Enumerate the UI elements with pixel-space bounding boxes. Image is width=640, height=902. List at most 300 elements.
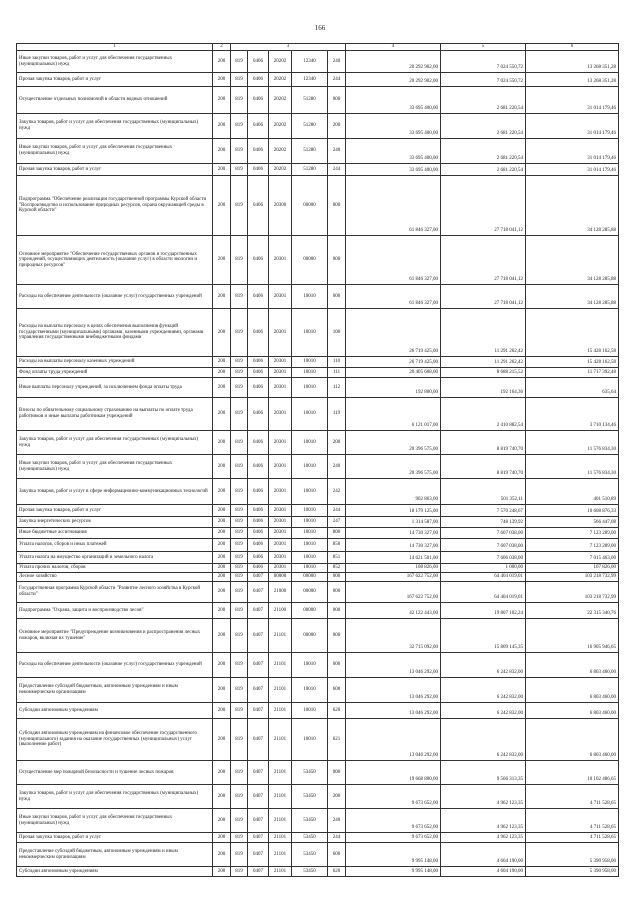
code-cell: 10010 <box>292 309 328 357</box>
value-col4: 14 730 327,00 <box>346 528 441 539</box>
code-cell: 10010 <box>292 505 328 517</box>
code-cell: 0407 <box>248 678 269 703</box>
table-row <box>17 564 619 573</box>
code-cell: 0406 <box>248 114 269 139</box>
code-cell: 819 <box>231 479 248 505</box>
row-description: Прочая закупка товаров, работ и услуг <box>17 833 213 843</box>
value-col6: 16 905 946,65 <box>526 619 619 653</box>
code-cell: 0406 <box>248 564 269 573</box>
table-row <box>17 176 619 236</box>
code-cell: 111 <box>328 368 346 378</box>
row-description: Закупка товаров, работ и услуг для обеспечения государственных (муниципальных) нужд <box>17 785 213 809</box>
value-col4: 13 046 292,00 <box>346 653 441 678</box>
table-row <box>17 357 619 368</box>
table-row <box>17 785 619 809</box>
table-row <box>17 73 619 87</box>
code-cell: 20300 <box>269 176 292 236</box>
code-cell: 819 <box>231 164 248 176</box>
code-cell: 20301 <box>269 505 292 517</box>
code-cell: 600 <box>328 678 346 703</box>
header-cell: 2 <box>213 44 231 51</box>
table-row <box>17 114 619 139</box>
value-col5: 4 604 190,00 <box>441 867 526 877</box>
code-cell: 0406 <box>248 51 269 73</box>
code-cell: 200 <box>213 73 231 87</box>
value-col5: 19 807 102,24 <box>441 603 526 619</box>
code-cell: 819 <box>231 398 248 431</box>
header-cell: 4 <box>346 44 441 51</box>
code-cell: 819 <box>231 785 248 809</box>
code-cell: 10010 <box>292 398 328 431</box>
code-cell: 819 <box>231 719 248 761</box>
row-description: Уплата налога на имущество организаций и земельного налога <box>17 552 213 564</box>
table-row <box>17 653 619 678</box>
value-col4: 20 396 575,00 <box>346 455 441 479</box>
value-col6: 4 711 528,65 <box>526 785 619 809</box>
code-cell: 620 <box>328 867 346 877</box>
code-cell: 240 <box>328 455 346 479</box>
value-col5: 6 242 832,00 <box>441 703 526 719</box>
code-cell: 12340 <box>292 73 328 87</box>
code-cell: 0407 <box>248 809 269 833</box>
code-cell: 10010 <box>292 552 328 564</box>
row-description: Субсидии автономным учреждениям на финансовое обеспечение государственного (муниципального) задания на оказание государственных (муниципальных) услуг (выполнение работ) <box>17 719 213 761</box>
value-col5: 2 681 220,54 <box>441 164 526 176</box>
code-cell: 000 <box>328 87 346 114</box>
code-cell: 0406 <box>248 309 269 357</box>
code-cell: 000 <box>328 285 346 309</box>
code-cell: 0406 <box>248 236 269 285</box>
code-cell: 819 <box>231 678 248 703</box>
code-cell: 200 <box>328 114 346 139</box>
code-cell: 21101 <box>269 843 292 867</box>
value-col6: 3 710 134,46 <box>526 398 619 431</box>
table-row <box>17 398 619 431</box>
code-cell: 0406 <box>248 139 269 164</box>
code-cell: 20301 <box>269 564 292 573</box>
code-cell: 0406 <box>248 378 269 398</box>
code-cell: 21101 <box>269 867 292 877</box>
code-cell: 0407 <box>248 785 269 809</box>
value-col6: 5 390 958,00 <box>526 867 619 877</box>
value-col6: 4 711 528,65 <box>526 809 619 833</box>
row-description: Осуществление мер пожарной безопасности и тушение лесных пожаров <box>17 761 213 785</box>
code-cell: 851 <box>328 552 346 564</box>
code-cell: 53450 <box>292 809 328 833</box>
code-cell: 819 <box>231 528 248 539</box>
code-cell: 819 <box>231 285 248 309</box>
code-cell: 0406 <box>248 357 269 368</box>
code-cell: 20202 <box>269 87 292 114</box>
code-cell: 10010 <box>292 719 328 761</box>
row-description: Закупка энергетических ресурсов <box>17 517 213 528</box>
row-description: Прочая закупка товаров, работ и услуг <box>17 164 213 176</box>
code-cell: 21101 <box>269 833 292 843</box>
value-col5: 501 352,11 <box>441 479 526 505</box>
code-cell: 00000 <box>292 603 328 619</box>
code-cell: 0406 <box>248 431 269 455</box>
code-cell: 819 <box>231 87 248 114</box>
code-cell: 200 <box>213 603 231 619</box>
value-col6: 10 102 486,65 <box>526 761 619 785</box>
value-col5: 11 291 262,42 <box>441 357 526 368</box>
table-row <box>17 539 619 552</box>
table-row <box>17 678 619 703</box>
code-cell: 200 <box>213 114 231 139</box>
value-col4: 19 668 800,00 <box>346 761 441 785</box>
value-col5: 7 607 038,00 <box>441 528 526 539</box>
code-cell: 20301 <box>269 236 292 285</box>
code-cell: 200 <box>213 653 231 678</box>
code-cell: 21101 <box>269 678 292 703</box>
code-cell: 00000 <box>292 619 328 653</box>
code-cell: 53450 <box>292 761 328 785</box>
value-col5: 748 139,92 <box>441 517 526 528</box>
value-col6: 11 717 392,48 <box>526 368 619 378</box>
code-cell: 10010 <box>292 517 328 528</box>
value-col5: 11 291 262,42 <box>441 309 526 357</box>
value-col6: 7 123 289,00 <box>526 528 619 539</box>
code-cell: 819 <box>231 552 248 564</box>
code-cell: 53450 <box>292 867 328 877</box>
code-cell: 819 <box>231 431 248 455</box>
value-col6: 13 268 351,28 <box>526 73 619 87</box>
value-col6: 34 128 285,88 <box>526 236 619 285</box>
code-cell: 10010 <box>292 357 328 368</box>
value-col6: 5 390 958,00 <box>526 843 619 867</box>
table-row <box>17 505 619 517</box>
code-cell: 200 <box>213 833 231 843</box>
value-col6: 31 014 179,46 <box>526 114 619 139</box>
code-cell: 110 <box>328 357 346 368</box>
value-col6: 22 315 340,76 <box>526 603 619 619</box>
code-cell: 819 <box>231 619 248 653</box>
code-cell: 244 <box>328 73 346 87</box>
row-description: Предоставление субсидий бюджетным, автономным учреждениям и иным некоммерческим организациям <box>17 843 213 867</box>
value-col4: 14 730 327,00 <box>346 539 441 552</box>
code-cell: 200 <box>213 843 231 867</box>
code-cell: 000 <box>328 176 346 236</box>
value-col6: 15 428 162,58 <box>526 309 619 357</box>
code-cell: 0407 <box>248 867 269 877</box>
value-col6: 11 576 834,30 <box>526 431 619 455</box>
row-description: Субсидии автономным учреждениям <box>17 703 213 719</box>
value-col4: 167 622 752,00 <box>346 573 441 582</box>
code-cell: 200 <box>213 573 231 582</box>
value-col4: 13 046 292,00 <box>346 703 441 719</box>
table-row <box>17 455 619 479</box>
row-description: Закупка товаров, работ и услуг для обеспечения государственных (муниципальных) нужд <box>17 431 213 455</box>
code-cell: 21101 <box>269 761 292 785</box>
code-cell: 0406 <box>248 285 269 309</box>
code-cell: 200 <box>213 236 231 285</box>
row-description: Прочая закупка товаров, работ и услуг <box>17 73 213 87</box>
value-col4: 26 719 425,00 <box>346 357 441 368</box>
value-col4: 9 995 148,00 <box>346 867 441 877</box>
value-col4: 20 292 902,00 <box>346 73 441 87</box>
code-cell: 819 <box>231 357 248 368</box>
code-cell: 819 <box>231 517 248 528</box>
code-cell: 852 <box>328 564 346 573</box>
code-cell: 0407 <box>248 703 269 719</box>
code-cell: 819 <box>231 867 248 877</box>
code-cell: 00000 <box>292 176 328 236</box>
code-cell: 819 <box>231 455 248 479</box>
value-col6: 10 608 876,33 <box>526 505 619 517</box>
code-cell: 819 <box>231 51 248 73</box>
code-cell: 200 <box>213 398 231 431</box>
table-row <box>17 603 619 619</box>
value-col6: 11 576 834,30 <box>526 455 619 479</box>
value-col4: 32 715 092,00 <box>346 619 441 653</box>
code-cell: 200 <box>213 455 231 479</box>
value-col6: 6 803 460,00 <box>526 678 619 703</box>
value-col4: 42 122 443,00 <box>346 603 441 619</box>
header-row <box>17 44 619 51</box>
value-col6: 4 711 528,65 <box>526 833 619 843</box>
code-cell: 000 <box>328 603 346 619</box>
code-cell: 20301 <box>269 539 292 552</box>
code-cell: 200 <box>213 357 231 368</box>
value-col4: 33 695 400,00 <box>346 164 441 176</box>
code-cell: 20301 <box>269 378 292 398</box>
code-cell: 10010 <box>292 285 328 309</box>
value-col5: 27 718 041,12 <box>441 176 526 236</box>
code-cell: 200 <box>213 761 231 785</box>
code-cell: 21101 <box>269 619 292 653</box>
code-cell: 819 <box>231 368 248 378</box>
code-cell: 200 <box>328 785 346 809</box>
row-description: Иные закупки товаров, работ и услуг для обеспечения государственных (муниципальных) нужд <box>17 139 213 164</box>
value-col5: 8 819 740,70 <box>441 431 526 455</box>
code-cell: 247 <box>328 517 346 528</box>
value-col5: 64 404 019,01 <box>441 573 526 582</box>
value-col4: 13 046 292,00 <box>346 678 441 703</box>
value-col5: 6 242 832,00 <box>441 719 526 761</box>
value-col6: 31 014 179,46 <box>526 164 619 176</box>
code-cell: 819 <box>231 114 248 139</box>
code-cell: 20202 <box>269 139 292 164</box>
code-cell: 21101 <box>269 809 292 833</box>
value-col5: 6 242 832,00 <box>441 678 526 703</box>
code-cell: 0407 <box>248 719 269 761</box>
code-cell: 0406 <box>248 368 269 378</box>
value-col6: 6 803 460,00 <box>526 703 619 719</box>
code-cell: 200 <box>213 552 231 564</box>
value-col6: 31 014 179,46 <box>526 87 619 114</box>
value-col4: 33 695 400,00 <box>346 87 441 114</box>
value-col5: 15 809 145,35 <box>441 619 526 653</box>
code-cell: 200 <box>213 785 231 809</box>
value-col4: 61 846 327,00 <box>346 285 441 309</box>
code-cell: 819 <box>231 809 248 833</box>
code-cell: 200 <box>213 378 231 398</box>
row-description: Взносы по обязательному социальному страхованию на выплаты по оплате труда работников и иные выплаты работникам учреждений <box>17 398 213 431</box>
code-cell: 10010 <box>292 678 328 703</box>
code-cell: 0406 <box>248 552 269 564</box>
code-cell: 10010 <box>292 539 328 552</box>
code-cell: 244 <box>328 833 346 843</box>
code-cell: 200 <box>213 564 231 573</box>
code-cell: 200 <box>213 517 231 528</box>
code-cell: 20301 <box>269 552 292 564</box>
code-cell: 244 <box>328 505 346 517</box>
code-cell: 200 <box>213 539 231 552</box>
code-cell: 0406 <box>248 455 269 479</box>
row-description: Основное мероприятие "Обеспечение государственных органов и государственных учреждений, осуществляющих деятельность (оказание услуг) в области экологии и природных ресурсов" <box>17 236 213 285</box>
header-cell: 1 <box>17 44 213 51</box>
code-cell: 200 <box>213 582 231 603</box>
row-description: Прочая закупка товаров, работ и услуг <box>17 505 213 517</box>
value-col6: 31 014 179,46 <box>526 139 619 164</box>
row-description: Расходы на выплаты персоналу казенных учреждений <box>17 357 213 368</box>
code-cell: 10010 <box>292 368 328 378</box>
value-col5: 2 410 882,54 <box>441 398 526 431</box>
value-col5: 7 024 550,72 <box>441 51 526 73</box>
value-col6: 6 803 460,00 <box>526 653 619 678</box>
row-description: Закупка товаров, работ и услуг в сфере информационно-коммуникационных технологий <box>17 479 213 505</box>
value-col4: 9 673 652,00 <box>346 809 441 833</box>
code-cell: 621 <box>328 719 346 761</box>
row-description: Лесное хозяйство <box>17 573 213 582</box>
row-description: Расходы на обеспечение деятельности (оказание услуг) государственных учреждений <box>17 285 213 309</box>
code-cell: 620 <box>328 703 346 719</box>
code-cell: 0407 <box>248 582 269 603</box>
row-description: Осуществление отдельных полномочий в области водных отношений <box>17 87 213 114</box>
code-cell: 0406 <box>248 87 269 114</box>
value-col4: 13 046 292,00 <box>346 719 441 761</box>
value-col4: 33 695 400,00 <box>346 114 441 139</box>
code-cell: 0406 <box>248 505 269 517</box>
value-col6: 566 447,08 <box>526 517 619 528</box>
value-col5: 6 242 832,00 <box>441 653 526 678</box>
code-cell: 20301 <box>269 431 292 455</box>
code-cell: 20301 <box>269 368 292 378</box>
code-cell: 200 <box>213 528 231 539</box>
code-cell: 819 <box>231 833 248 843</box>
code-cell: 0407 <box>248 843 269 867</box>
code-cell: 200 <box>328 431 346 455</box>
value-col5: 4 962 123,35 <box>441 833 526 843</box>
page-number: 166 <box>314 24 326 32</box>
table-row <box>17 582 619 603</box>
row-description: Государственная программа Курской области "Развитие лесного хозяйства в Курской области" <box>17 582 213 603</box>
code-cell: 0407 <box>248 619 269 653</box>
code-cell: 0407 <box>248 573 269 582</box>
value-col4: 192 800,00 <box>346 378 441 398</box>
table-row <box>17 431 619 455</box>
code-cell: 0406 <box>248 73 269 87</box>
code-cell: 12340 <box>292 51 328 73</box>
code-cell: 100 <box>328 309 346 357</box>
value-col4: 1 314 587,00 <box>346 517 441 528</box>
code-cell: 0406 <box>248 528 269 539</box>
code-cell: 819 <box>231 139 248 164</box>
value-col6: 34 128 285,88 <box>526 176 619 236</box>
code-cell: 10010 <box>292 528 328 539</box>
value-col4: 20 396 575,00 <box>346 431 441 455</box>
code-cell: 200 <box>213 703 231 719</box>
value-col4: 902 863,00 <box>346 479 441 505</box>
value-col6: 7 123 289,00 <box>526 539 619 552</box>
code-cell: 20301 <box>269 528 292 539</box>
row-description: Расходы на обеспечение деятельности (оказание услуг) государственных учреждений <box>17 653 213 678</box>
code-cell: 200 <box>213 176 231 236</box>
code-cell: 000 <box>328 653 346 678</box>
code-cell: 0406 <box>248 164 269 176</box>
row-description: Субсидии автономным учреждениям <box>17 867 213 877</box>
code-cell: 000 <box>328 761 346 785</box>
value-col5: 192 164,36 <box>441 378 526 398</box>
table-row <box>17 479 619 505</box>
table-row <box>17 378 619 398</box>
table-row <box>17 619 619 653</box>
code-cell: 200 <box>213 431 231 455</box>
value-col5: 4 962 123,35 <box>441 809 526 833</box>
value-col5: 1 000,00 <box>441 564 526 573</box>
value-col6: 34 128 285,88 <box>526 285 619 309</box>
value-col5: 64 404 019,01 <box>441 582 526 603</box>
code-cell: 10010 <box>292 653 328 678</box>
code-cell: 200 <box>213 719 231 761</box>
code-cell: 819 <box>231 309 248 357</box>
value-col5: 4 604 190,00 <box>441 843 526 867</box>
table-row <box>17 164 619 176</box>
row-description: Предоставление субсидий бюджетным, автономным учреждениям и иным некоммерческим организациям <box>17 678 213 703</box>
table-row <box>17 285 619 309</box>
value-col5: 2 681 220,54 <box>441 87 526 114</box>
table-row <box>17 573 619 582</box>
row-description: Иные выплаты персоналу учреждений, за исключением фонда оплаты труда <box>17 378 213 398</box>
table-row <box>17 843 619 867</box>
code-cell: 53450 <box>292 785 328 809</box>
table-row <box>17 833 619 843</box>
code-cell: 240 <box>328 809 346 833</box>
value-col4: 9 995 148,00 <box>346 843 441 867</box>
row-description: Иные закупки товаров, работ и услуг для обеспечения государственных (муниципальных) нужд <box>17 809 213 833</box>
code-cell: 20202 <box>269 114 292 139</box>
row-description: Подпрограмма "Обеспечение реализации государственной программы Курской области "Воспроизводство и использование природных ресурсов, охрана окружающей среды в Курской области" <box>17 176 213 236</box>
code-cell: 200 <box>213 164 231 176</box>
table-row <box>17 552 619 564</box>
value-col4: 9 673 652,00 <box>346 785 441 809</box>
value-col4: 108 826,00 <box>346 564 441 573</box>
code-cell: 200 <box>213 285 231 309</box>
value-col6: 6 803 460,00 <box>526 719 619 761</box>
code-cell: 240 <box>328 139 346 164</box>
value-col5: 8 819 740,70 <box>441 455 526 479</box>
value-col6: 103 218 732,99 <box>526 573 619 582</box>
code-cell: 20202 <box>269 164 292 176</box>
code-cell: 200 <box>213 87 231 114</box>
code-cell: 20301 <box>269 309 292 357</box>
code-cell: 242 <box>328 479 346 505</box>
code-cell: 0407 <box>248 653 269 678</box>
table-row <box>17 528 619 539</box>
row-description: Основное мероприятие "Предупреждение возникновения и распространения лесных пожаров, включая их тушение" <box>17 619 213 653</box>
code-cell: 10010 <box>292 431 328 455</box>
code-cell: 00000 <box>292 236 328 285</box>
row-description: Уплата налогов, сборов и иных платежей <box>17 539 213 552</box>
code-cell: 200 <box>213 479 231 505</box>
value-col4: 61 846 327,00 <box>346 236 441 285</box>
code-cell: 819 <box>231 378 248 398</box>
code-cell: 819 <box>231 236 248 285</box>
code-cell: 21101 <box>269 703 292 719</box>
code-cell: 819 <box>231 653 248 678</box>
code-cell: 0406 <box>248 517 269 528</box>
code-cell: 0407 <box>248 761 269 785</box>
